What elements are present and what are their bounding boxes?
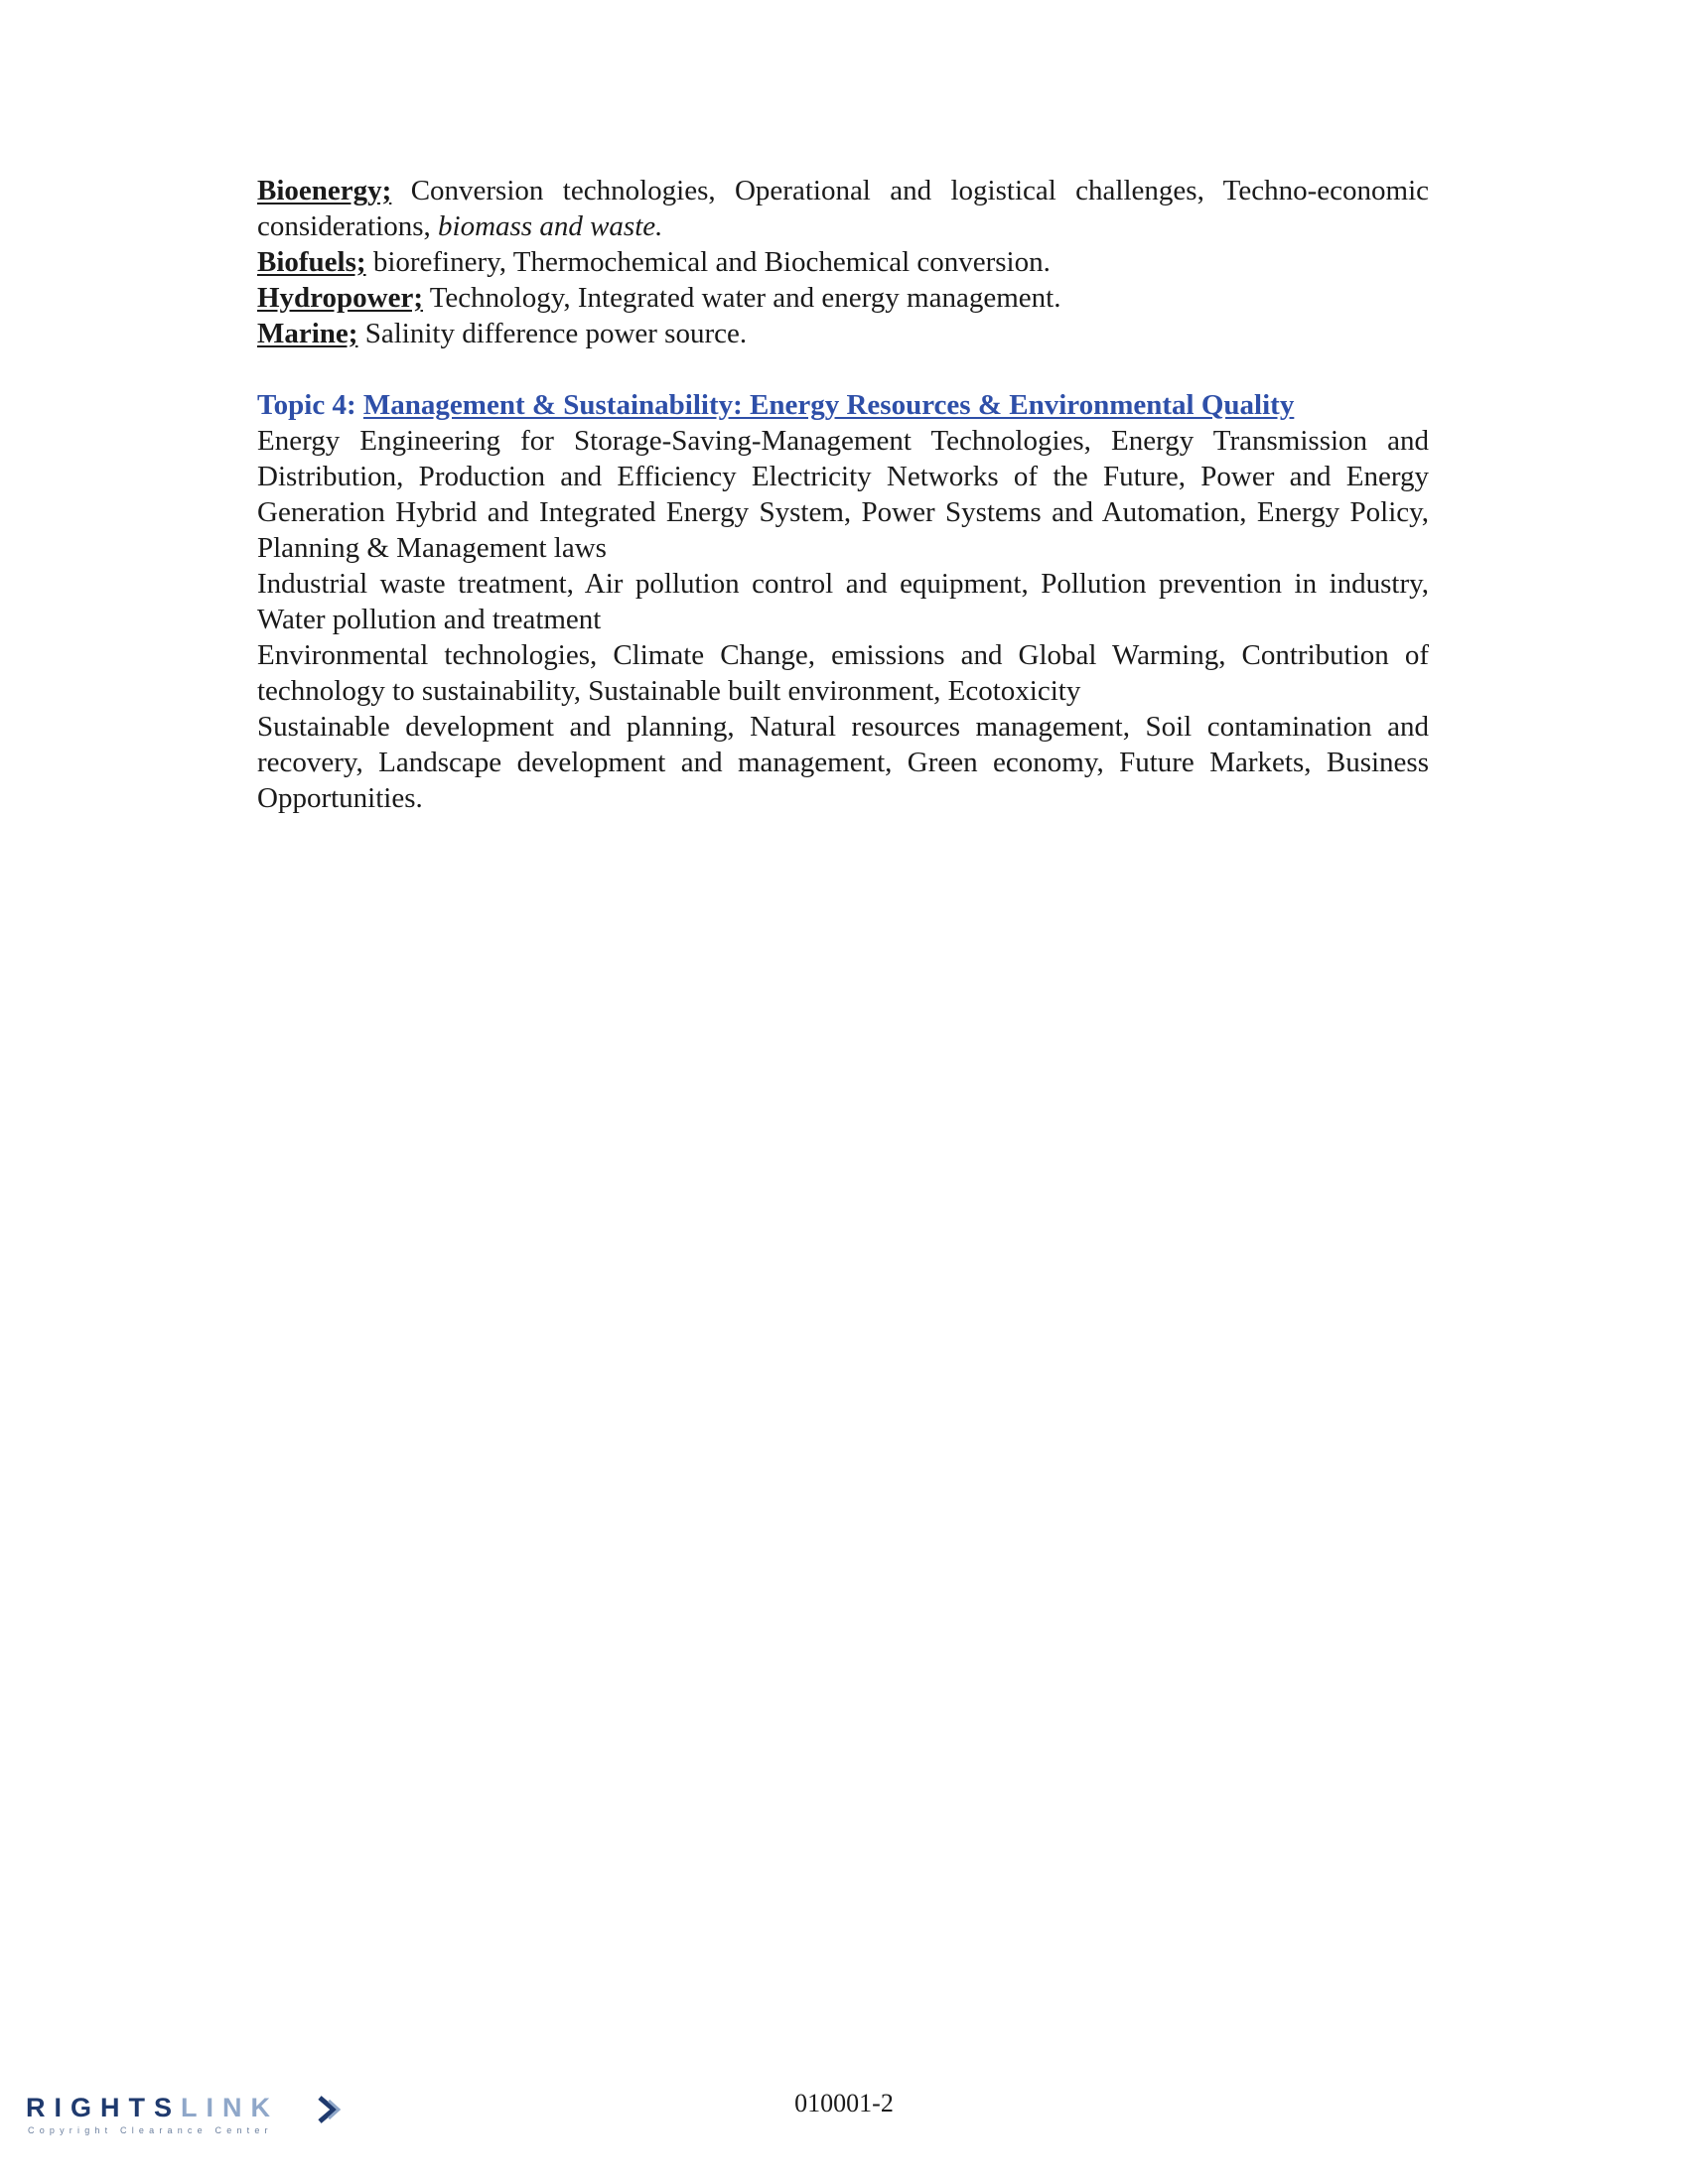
topic-paragraph: Industrial waste treatment, Air pollution control and equipment, Pollution prevention in industry, Water pollution and treatment [257,568,1429,635]
topic-prefix: Topic 4 [257,389,347,421]
entry-text: biorefinery, Thermochemical and Biochemical conversion. [365,246,1051,278]
logo-part-a: RIGHTS [26,2093,182,2122]
entry-text: Conversion technologies, Operational and logistical challenges, Techno-economic considerations, [257,175,1429,242]
topic-heading [257,387,1429,423]
topic-paragraph: Environmental technologies, Climate Change, emissions and Global Warming, Contribution of technology to sustainability, Sustainable built environment, Ecotoxicity [257,639,1429,707]
entry-text: Technology, Integrated water and energy management. [423,282,1061,314]
entry-biofuels [257,244,1429,280]
entry-label: Marine; [257,318,358,349]
entry-italic-text: biomass and waste. [438,210,663,242]
entry-text: Salinity difference power source. [357,318,748,349]
section-spacer [257,351,1429,387]
topic-title-link[interactable]: Management & Sustainability: Energy Resources & Environmental Quality [362,389,1295,421]
logo-part-b: LINK [181,2093,280,2122]
topic-paragraph: Energy Engineering for Storage-Saving-Management Technologies, Energy Transmission and Distribution, Production and Efficiency Electricity Networks of the Future, Power and Energy Generation Hybrid and Integrated Energy System, Power Systems and Automation, Energy Policy, Planning & Management laws [257,425,1429,564]
topic-colon: : [347,389,363,421]
entry-label: Hydropower; [257,282,424,314]
page-number: 010001-2 [794,2089,894,2117]
topic-paragraph: Sustainable development and planning, Natural resources management, Soil contamination and recovery, Landscape development and management, Green economy, Future Markets, Business Opportunities. [257,711,1429,814]
entry-hydropower [257,280,1429,316]
document-body [257,173,1429,816]
entry-label: Bioenergy; [257,175,392,206]
entry-bioenergy [257,173,1429,244]
entry-label: Biofuels; [257,246,366,278]
entry-marine [257,316,1429,351]
logo-subtitle: Copyright Clearance Center [28,2125,273,2135]
